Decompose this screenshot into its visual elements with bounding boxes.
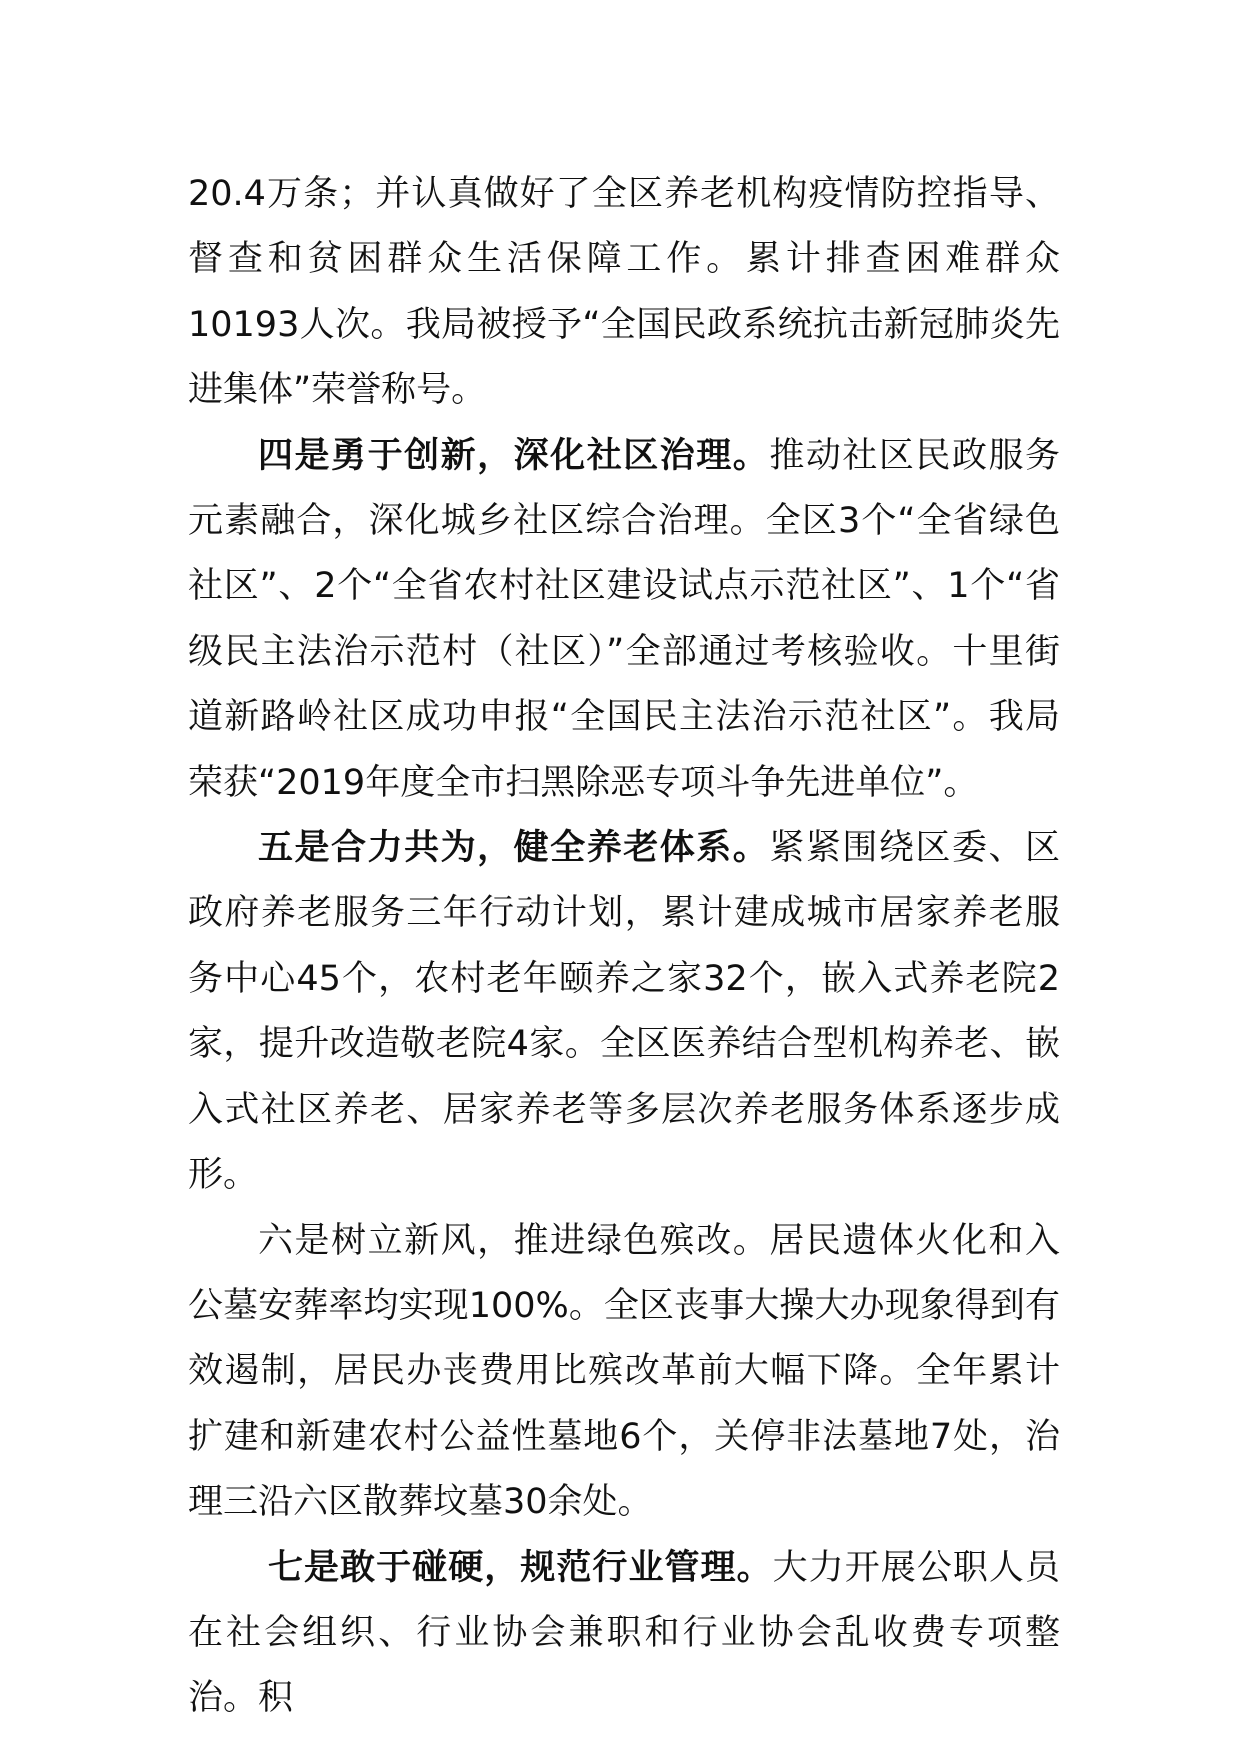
paragraph-industry-management xyxy=(188,1536,1060,1732)
paragraph-lead-heading: 四是勇于创新，深化社区治理。 xyxy=(258,435,770,476)
paragraph-text: 大力开展公职人员在社会组织、行业协会兼职和行业协会乱收费专项整治。积 xyxy=(188,1547,1060,1719)
paragraph-text: 推动社区民政服务元素融合，深化城乡社区综合治理。全区3个“全省绿色社区”、2个“全省农村社区建设试点示范社区”、1个“省级民主法治示范村（社区）”全部通过考核验收。十里街道新路岭社区成功申报“全国民主法治示范社区”。我局荣获“2019年度全市扫黑除恶专项斗争先进单位”。 xyxy=(188,435,1060,803)
paragraph-epidemic-support xyxy=(188,162,1060,424)
paragraph-funeral-reform xyxy=(188,1209,1060,1536)
document-body xyxy=(188,162,1060,1732)
paragraph-text: 20.4万条；并认真做好了全区养老机构疫情防控指导、督查和贫困群众生活保障工作。累计排查困难群众10193人次。我局被授予“全国民政系统抗击新冠肺炎先进集体”荣誉称号。 xyxy=(188,174,1060,411)
paragraph-lead-heading: 七是敢于碰硬，规范行业管理。 xyxy=(268,1547,773,1588)
paragraph-text: 六是树立新风，推进绿色殡改。居民遗体火化和入公墓安葬率均实现100%。全区丧事大操大办现象得到有效遏制，居民办丧费用比殡改革前大幅下降。全年累计扩建和新建农村公益性墓地6个，关停非法墓地7处，治理三沿六区散葬坟墓30余处。 xyxy=(188,1220,1060,1523)
paragraph-community-governance xyxy=(188,424,1060,816)
paragraph-text: 紧紧围绕区委、区政府养老服务三年行动计划，累计建成城市居家养老服务中心45个，农村老年颐养之家32个，嵌入式养老院2家，提升改造敬老院4家。全区医养结合型机构养老、嵌入式社区养老、居家养老等多层次养老服务体系逐步成形。 xyxy=(188,828,1060,1196)
paragraph-lead-heading: 五是合力共为，健全养老体系。 xyxy=(258,828,770,869)
paragraph-elderly-care xyxy=(188,816,1060,1208)
